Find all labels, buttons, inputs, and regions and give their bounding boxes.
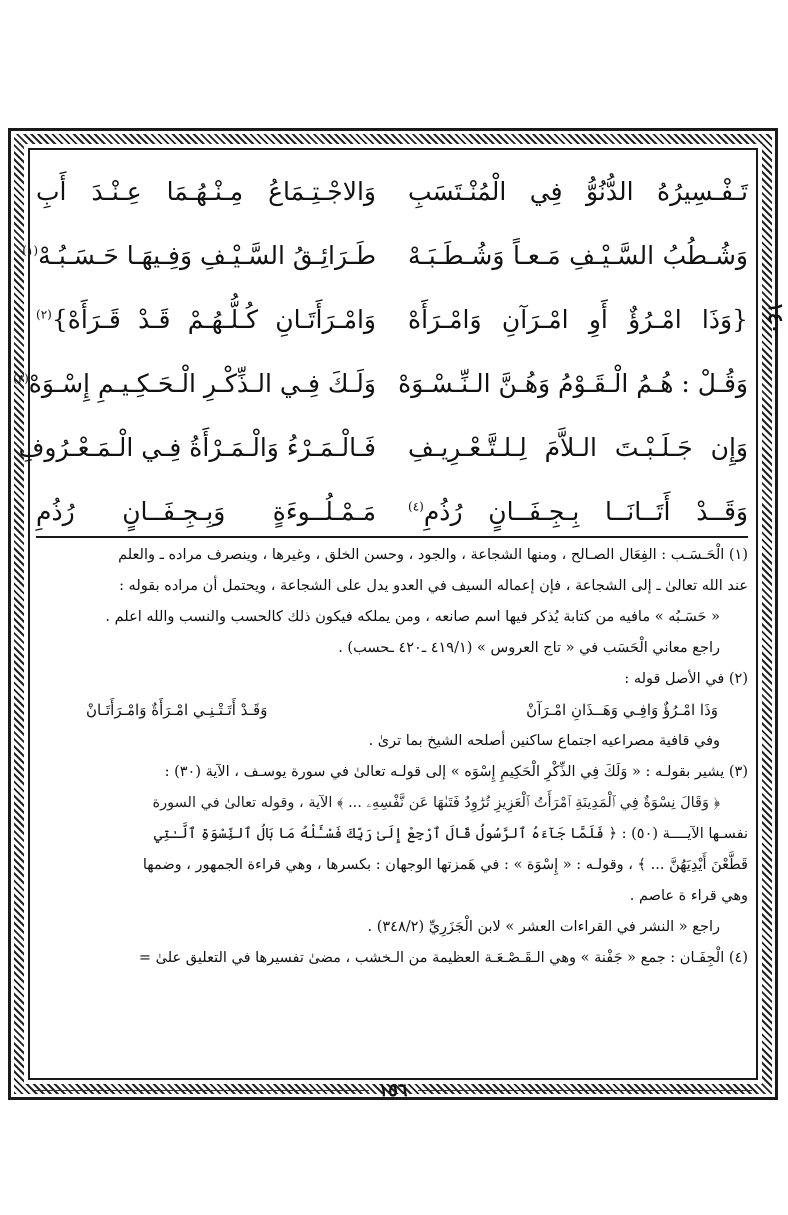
- footnote-3-line: قَطَّعْنَ أَيْدِيَهُنَّ ... ﴾ ، وقولـه : « إِسْوَة » : في هَمزتها الوجهان : بكسرها ، وهي قراءة الجمهور ، وضمها: [142, 857, 748, 873]
- footnote-marker: (٣): [12, 371, 29, 386]
- footnote-1-line: عند الله تعالىٰ ـ إلى الشجاعة ، فإن إعماله السيف في العدو يدل على الشجاعة ، ويحتمل أن مراده بقوله :: [119, 578, 748, 594]
- hemistich-right: وَقَــدْ أَتَــانَــا بِـجِـفَــانٍ رُذُمِ$^{(٤)}$: [408, 497, 748, 526]
- side-number: ١٤٠: [764, 301, 788, 335]
- footnote-marker: (٤): [408, 499, 424, 514]
- page-number-bar: [28, 1080, 758, 1100]
- hemistich-left: فَـالْـمَـرْءُ وَالْـمَـرْأَةُ فِـي الْـمَـعْـرُوفِ: [18, 433, 376, 462]
- hemistich-left: مَـمْـلُــوءَةٍ وَبِـجِـفَــانٍ رُذُمِ: [36, 497, 376, 526]
- hemistich-left: وَامْـرَأَتَـانِ كُـلُّـهُـمْ قَـدْ قَـرَأَهْ}$^{(٢)}$: [36, 305, 376, 334]
- footnote-4-line: (٤) الْجِفَـان : جمع « جَفْنة » وهي الـقَـصْـعَـة العظيمة من الـخشب ، مضىٰ تفسيرها في التعليق علىٰ =: [138, 950, 748, 966]
- page-number: ١٥٦: [378, 1079, 408, 1101]
- hemistich-left: وَالاجْـتِـمَاعُ مِـنْـهُـمَا عِـنْـدَ أَبِ: [36, 177, 376, 206]
- verse-4: [12, 352, 748, 416]
- verse-3: [36, 288, 748, 352]
- footnotes: [36, 540, 748, 974]
- footnote-1-line: (١) الْحَـسَـب : الفِعَال الصـالح ، ومنها الشجاعة ، والجود ، وحسن الخلق ، وغيرها ، وينصرف مراده ـ والعلم: [118, 547, 748, 563]
- hemistich-right: تَـفْـسِيرُهُ الدُّنُوُّ فِي الْمُنْـتَسَبِ: [408, 177, 748, 206]
- verse-5: [18, 416, 748, 480]
- poem: [12, 160, 748, 544]
- footnote-1-line: راجع معاني الْحَسَب في « تاج العروس » (٤١٩/١ ـ٤٢٠ ـحسب) .: [338, 640, 720, 656]
- hemistich-right: {وَذَا امْـرُؤٌ أَوِ امْـرَآنِ وَامْـرَأَهْ: [408, 305, 748, 334]
- footnote-3-line: وهي قراء ة عاصم .: [629, 888, 748, 904]
- hemistich-left: طَـرَائِـقُ السَّـيْـفِ وَفِـيهَـا حَـسَـبُـهْ$^{(١)}$: [22, 241, 376, 270]
- footnote-marker: (٢): [36, 307, 52, 322]
- footnote-3-line: (٣) يشير بقولـه : « وَلَكَ فِي الذِّكْرِ الْحَكِيمِ إِسْوَه » إلى قولـه تعالىٰ في سورة يوسـف ، الآية (٣٠) :: [164, 764, 748, 780]
- footnote-3-line: راجع « النشر في القراءات العشر » لابن الْجَزَرِيِّ (٣٤٨/٢) .: [367, 919, 720, 935]
- footnote-1-line: « حَسَـبُه » مافيه من كتابة يُذكر فيها اسم صانعه ، ومن يملكه فيكون ذلك كالحسب والنسب والله اعلم .: [105, 609, 720, 625]
- footnote-divider: [36, 536, 748, 538]
- verse-2: [22, 224, 748, 288]
- footnote-2-verse: [36, 695, 748, 726]
- footnote-2-verse-right: وَذَا امْـرُؤٌ وَافِـي وَهَــذَانِ امْـرَآنْ: [526, 701, 718, 719]
- hemistich-right: وَشُـطُبُ السَّـيْـفِ مَـعـاً وَشُـطَـبَـهْ: [408, 241, 748, 270]
- footnote-2-line: وفي قافية مصراعيه اجتماع ساكنين أصلحه الشيخ بما ترىٰ .: [368, 733, 720, 749]
- footnote-3-line: ﴿ وَقَالَ نِسْوَةٌ فِي ٱلْمَدِينَةِ ٱمْرَأَتُ ٱلْعَزِيزِ تُرَٰوِدُ فَتَىٰهَا عَن نَّفْسِهِۦ ... ﴾ الآية ، وقوله تعالىٰ في السورة: [152, 795, 720, 811]
- footnote-marker: (١): [22, 243, 39, 258]
- hemistich-right: وَقُـلْ : هُـمُ الْـقَـوْمُ وَهُـنَّ الـنِّـسْـوَهْ: [398, 369, 748, 398]
- page-number-rule: [418, 1090, 753, 1091]
- footnote-2-line: (٢) في الأصل قوله :: [624, 671, 748, 687]
- footnote-3-line: نفسـها الآيــــة (٥٠) : ﴿ فَلَمَّا جَآءَهُ ٱلرَّسُولُ قَالَ ٱرْجِعْ إِلَىٰ رَبِّكَ فَسْـَٔلْهُ مَا بَالُ ٱلنِّسْوَةِ ٱلَّـٰتِي: [153, 826, 748, 842]
- footnote-2-verse-left: وَقَـدْ أَتَـتْـنِـي امْـرَأَةٌ وَامْـرَأَتَـانْ: [86, 701, 268, 719]
- hemistich-right: وَإِن جَـلَـبْـتَ الـلاَّمَ لِـلـتَّـعْـرِيـفِ: [408, 433, 748, 462]
- hemistich-left: وَلَـكَ فِـي الـذِّكْـرِ الْـحَـكِـيـمِ إِسْـوَهْ$^{(٣)}$: [12, 369, 376, 398]
- verse-1: [36, 160, 748, 224]
- verse-6: [36, 480, 748, 544]
- page-number-rule: [34, 1090, 369, 1091]
